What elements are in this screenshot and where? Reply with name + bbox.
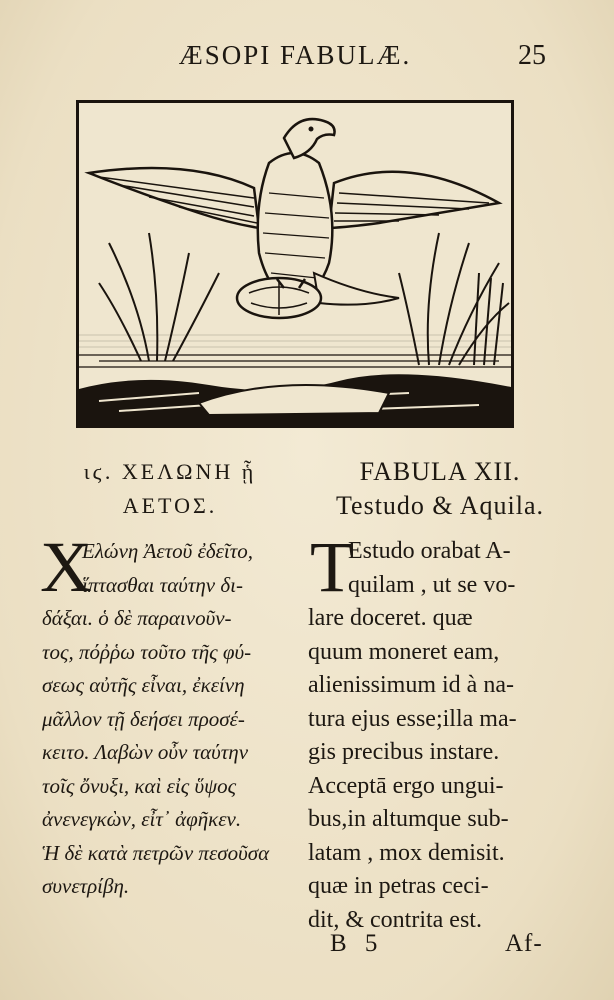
greek-title-line: ΑΕΤΟΣ. <box>122 492 218 518</box>
greek-text-line: Ελώνη Ἀετοῦ ἐδεῖτο, <box>82 539 253 563</box>
latin-text-line: Acceptā ergo ungui- <box>308 772 504 799</box>
page-number: 25 <box>518 40 546 71</box>
latin-dropcap: T <box>310 527 354 607</box>
latin-text-column <box>308 527 570 937</box>
greek-text-line: σεως αὐτῆς εἶναι, ἐκείνη <box>42 673 245 697</box>
latin-text-line: quum moneret eam, <box>308 638 500 665</box>
latin-text-line: Estudo orabat A- <box>348 538 511 564</box>
catchword: Af- <box>505 930 543 957</box>
signature-mark: B 5 <box>330 930 384 957</box>
greek-fable-title <box>40 455 300 522</box>
greek-text-line: τοῖς ὄνυξι, καὶ εἰς ὕψος <box>42 773 237 798</box>
latin-text-line: lare doceret. quæ <box>308 605 473 631</box>
latin-text-line: latam , mox demisit. <box>308 839 505 866</box>
latin-text-line: quæ in petras ceci- <box>308 873 489 899</box>
latin-text-line: tura ejus esse;illa ma- <box>308 705 517 732</box>
latin-text-line: quilam , ut se vo- <box>348 571 516 598</box>
latin-text-line: alienissimum id à na- <box>308 672 514 698</box>
greek-text-column <box>40 527 304 904</box>
greek-text-line: Ἡ δὲ κατὰ πετρῶν πεσοῦσα <box>42 840 270 865</box>
greek-text-line: δάξαι. ὁ δὲ παραινοῦν- <box>42 606 232 630</box>
woodcut-illustration <box>76 100 514 428</box>
greek-text-line: τος, πόῤῥω τοῦτο τῆς φύ- <box>42 639 252 664</box>
greek-text-line: συνετρίβη. <box>42 874 130 898</box>
greek-title-line: ιϛ. ΧΕΛΩΝΗ ᾗ <box>83 459 257 484</box>
greek-text-line: μᾶλλον τῇ δεήσει προσέ- <box>42 706 245 731</box>
latin-text-line: gis precibus instare. <box>308 739 500 765</box>
latin-title-line: Testudo & Aquila. <box>335 490 544 520</box>
latin-text-line: dit, & contrita est. <box>308 906 482 933</box>
latin-title-line: FABULA XII. <box>359 457 521 486</box>
greek-text-line: κειτο. Λαβὼν οὖν ταύτην <box>42 740 249 764</box>
latin-text-line: bus,in altumque sub- <box>308 806 509 832</box>
running-title: ÆSOPI FABULÆ. <box>178 40 412 70</box>
eagle-tortoise-woodcut-icon <box>79 103 511 425</box>
greek-text-line: ἀνενεγκὼν, εἶτ᾿ ἀφῆκεν. <box>42 807 242 831</box>
latin-fable-title <box>310 455 570 522</box>
greek-dropcap: Χ <box>40 527 92 607</box>
greek-text-line: ἵπτασθαι ταύτην δι- <box>82 572 243 597</box>
